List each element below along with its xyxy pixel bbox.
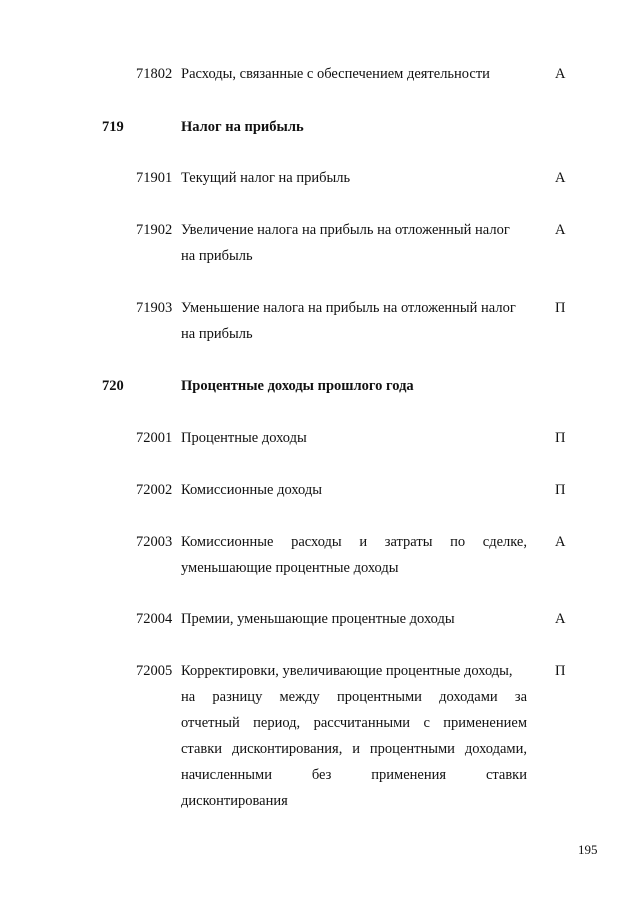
- account-code: 71901: [136, 170, 173, 186]
- account-name-line: начисленными без применения ставки: [181, 767, 527, 783]
- group-code: 720: [102, 378, 124, 394]
- account-type-mark: А: [555, 66, 566, 82]
- account-name: [181, 217, 527, 269]
- account-code: 72003: [136, 534, 173, 550]
- account-code: 71902: [136, 222, 173, 238]
- account-name-line: Комиссионные доходы: [181, 482, 322, 498]
- account-name-line: отчетный период, рассчитанными с применением: [181, 715, 527, 731]
- account-name-line: на разницу между процентными доходами за: [181, 689, 527, 705]
- account-name: [181, 477, 527, 503]
- account-type-mark: П: [555, 430, 566, 446]
- account-name: [181, 425, 527, 451]
- account-name: [181, 529, 527, 581]
- account-name-line: на прибыль: [181, 326, 253, 342]
- account-name: [181, 61, 527, 87]
- account-name: [181, 295, 527, 347]
- account-type-mark: А: [555, 611, 566, 627]
- account-name-line: ставки дисконтирования, и процентными доходами,: [181, 741, 527, 757]
- account-name-line: дисконтирования: [181, 793, 288, 809]
- account-type-mark: П: [555, 482, 566, 498]
- account-type-mark: А: [555, 170, 566, 186]
- account-type-mark: А: [555, 534, 566, 550]
- account-name-line: Комиссионные расходы и затраты по сделке,: [181, 534, 527, 550]
- account-code: 72002: [136, 482, 173, 498]
- account-name-line: Расходы, связанные с обеспечением деятельности: [181, 66, 490, 82]
- account-name-line: Корректировки, увеличивающие процентные доходы,: [181, 663, 513, 679]
- account-name: [181, 658, 527, 814]
- account-name-line: Увеличение налога на прибыль на отложенный налог: [181, 222, 510, 238]
- account-name-line: Премии, уменьшающие процентные доходы: [181, 611, 455, 627]
- account-name-line: Текущий налог на прибыль: [181, 170, 351, 186]
- account-code: 71802: [136, 66, 173, 82]
- account-name-line: уменьшающие процентные доходы: [181, 560, 399, 576]
- account-name-line: Процентные доходы: [181, 430, 307, 446]
- account-code: 72001: [136, 430, 173, 446]
- account-name-line: на прибыль: [181, 248, 253, 264]
- account-type-mark: П: [555, 300, 566, 316]
- account-code: 72004: [136, 611, 173, 627]
- account-type-mark: П: [555, 663, 566, 679]
- group-name: Процентные доходы прошлого года: [181, 378, 414, 394]
- account-name: [181, 165, 527, 191]
- account-name: [181, 606, 527, 632]
- account-code: 72005: [136, 663, 173, 679]
- group-name: Налог на прибыль: [181, 119, 304, 135]
- account-name-line: Уменьшение налога на прибыль на отложенный налог: [181, 300, 516, 316]
- group-code: 719: [102, 119, 124, 135]
- page-number: 195: [578, 842, 598, 857]
- account-code: 71903: [136, 300, 173, 316]
- account-type-mark: А: [555, 222, 566, 238]
